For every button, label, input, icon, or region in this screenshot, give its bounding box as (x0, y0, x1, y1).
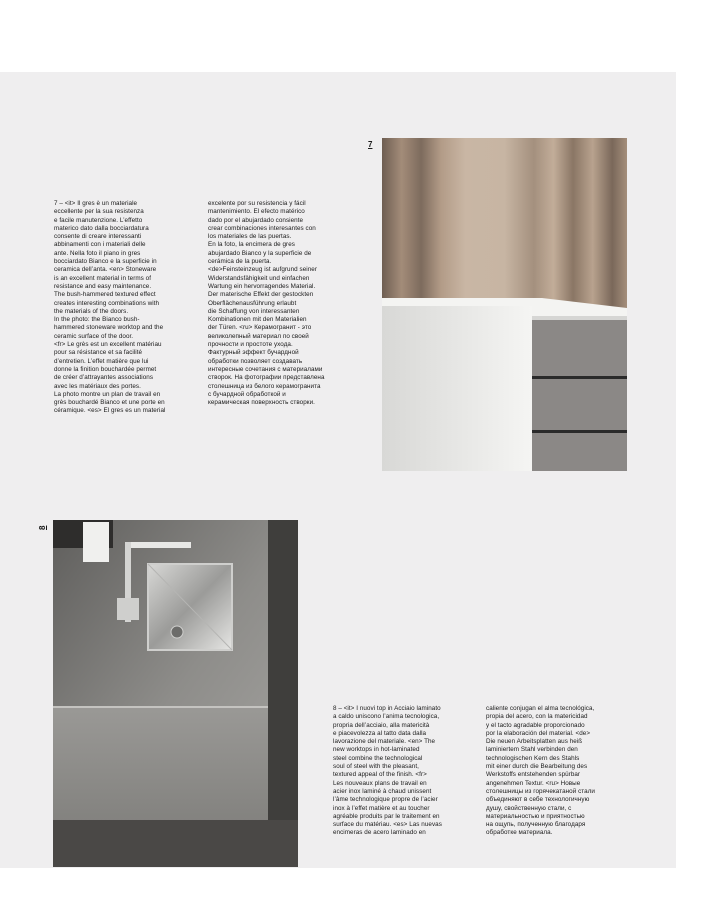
photo-8-number: 8 (38, 525, 47, 530)
caption-8-column-2: caliente conjugan el alma tecnológica, propia del acero, con la matericidad y el tacto agradable proporcionado por la elaboración del material. <de> Die neuen Arbeitsplatten aus heiß laminiertem Stahl verbinden den technologischen Kern des Stahls mit einer durch die Bearbeitung des Werkstoffs entstehenden spürbar angenehmen Textur. <ru> Новые столешницы из горячекатаной стали объединяют в себе технологичную душу, свойственную стали, с материальностью и приятностью на ощупь, полученную благодаря обработке материала. (486, 705, 595, 837)
caption-7-column-2: excelente por su resistencia y fácil mantenimiento. El efecto matérico dado por el abujardado consiente crear combinaciones interesantes con los materiales de las puertas. En la foto, la encimera de gres abujardado Bianco y la superficie de cerámica de la puerta. <de>Feinsteinzeug ist aufgrund seiner Widerstandsfähigkeit und einfachen Wartung ein hervorragendes Material. Der materische Effekt der gestockten Oberflächenausführung erlaubt die Schaffung von interessanten Kombinationen mit den Materialien der Türen. <ru> Керамогранит - это великолепный материал по своей прочности и простоте ухода. Фактурный эффект бучардной обработки позволяет создавать интересные сочетания с материалами створок. На фотографии представлена столешница из белого керамогранита с бучардной обработкой и керамическая поверхность створки. (208, 200, 325, 407)
photo-7-number: 7 (368, 140, 373, 149)
photo-7-kitchen-island (382, 138, 627, 471)
photo-8-image (53, 520, 298, 867)
photo-7-image (382, 138, 627, 471)
photo-8-steel-worktop (53, 520, 298, 867)
caption-8-column-1: 8 – <it> I nuovi top in Acciaio laminato a caldo uniscono l’anima tecnologica, propria dell’acciaio, alla matericità e piacevolezza al tatto data dalla lavorazione del materiale. <en> The new worktops in hot-laminated steel combine the technological soul of steel with the pleasant, textured appeal of the finish. <fr> Les nouveaux plans de travail en acier inox laminé à chaud unissent l’âme technologique propre de l’acier inox à l’effet matière et au toucher agréable produits par le traitement en surface du matériau. <es> Las nuevas encimeras de acero laminado en (333, 705, 442, 837)
caption-7-column-1: 7 – <it> Il gres è un materiale eccellente per la sua resistenza e facile manutenzione. L’effetto materico dato dalla bocciardatura consente di creare interessanti abbinamenti con i materiali delle ante. Nella foto il piano in gres bocciardato Bianco e la superficie in ceramica dell’anta. <en> Stoneware is an excellent material in terms of resistance and easy maintenance. The bush-hammered textured effect creates interesting combinations with the materials of the doors. In the photo: the Bianco bush- hammered stoneware worktop and the ceramic surface of the door. <fr> Le grès est un excellent matériau pour sa résistance et sa facilité d’entretien. L’effet matière que lui donne la finition bouchardée permet de créer d’attrayantes associations avec les matériaux des portes. La photo montre un plan de travail en grès bouchardé Bianco et une porte en céramique. <es> El gres es un material (54, 200, 166, 415)
